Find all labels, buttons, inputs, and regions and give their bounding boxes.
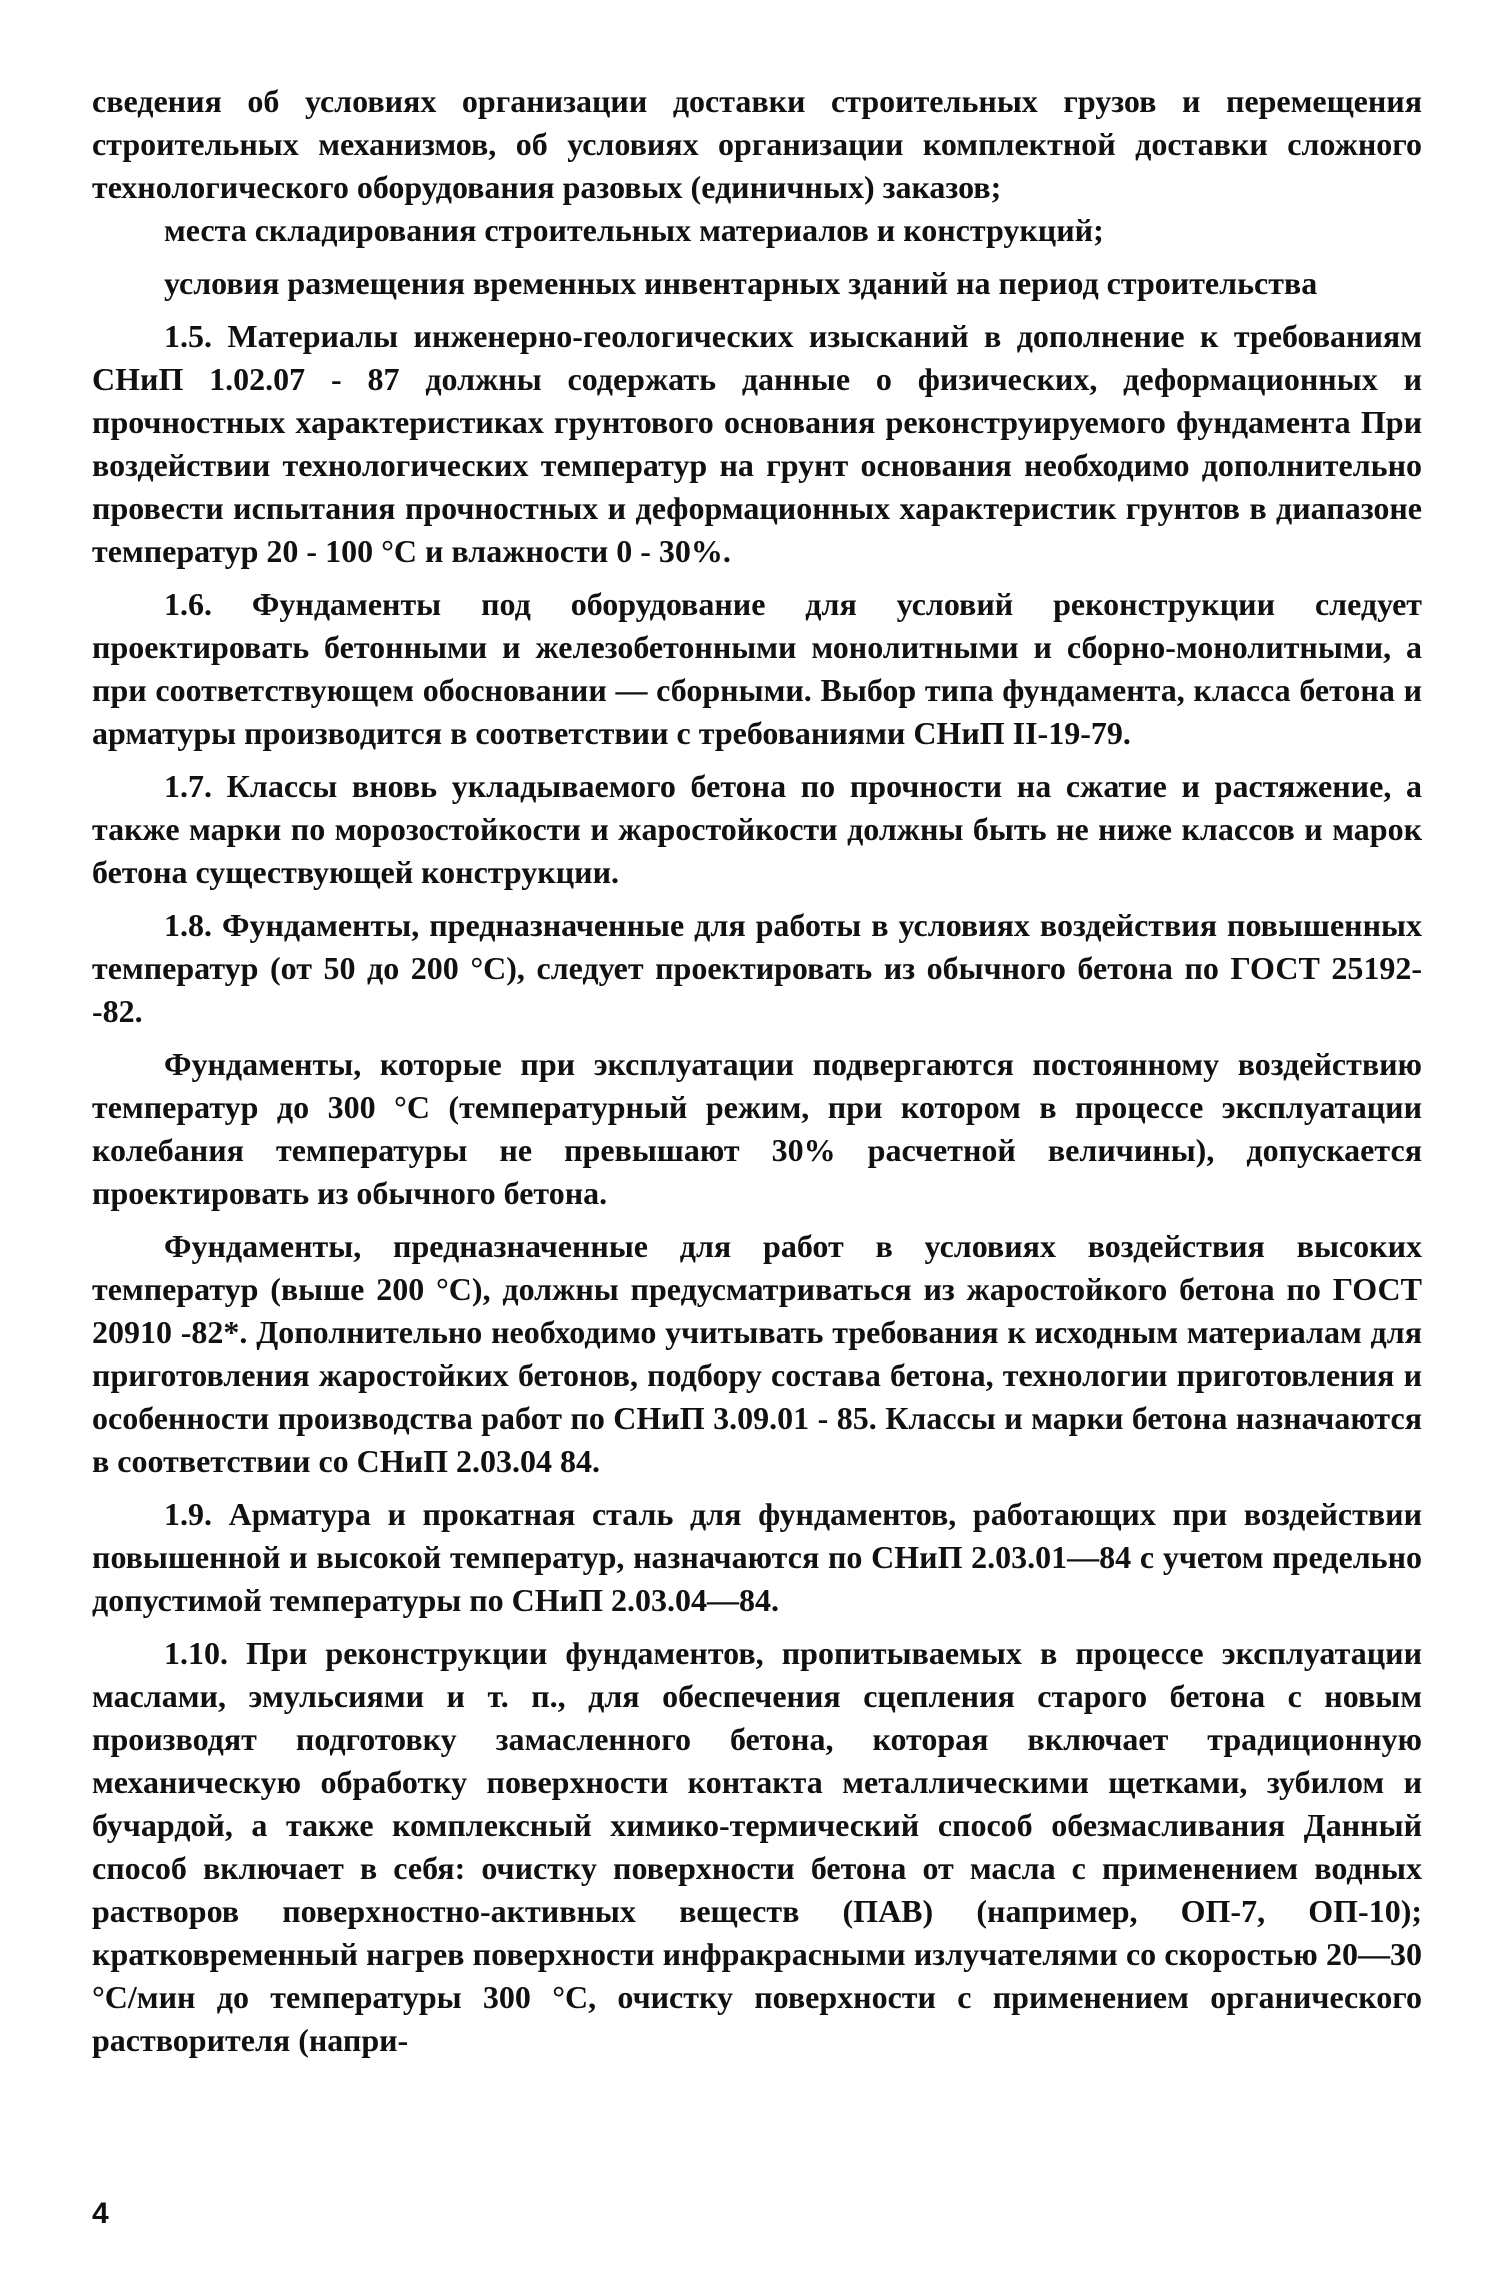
paragraph-section-1-8: 1.8. Фундаменты, предназначенные для работы в условиях воздействия повышенных температур (от 50 до 200 °С), следует проектировать из обычного бетона по ГОСТ 25192--82.: [92, 907, 1422, 1029]
paragraph-section-1-9: 1.9. Арматура и прокатная сталь для фундаментов, работающих при воздействии повышенной и высокой температур, назначаются по СНиП 2.03.01—84 с учетом предельно допустимой температуры по СНиП 2.03.04—84.: [92, 1496, 1422, 1618]
paragraph-temporary-buildings: условия размещения временных инвентарных зданий на период строительства: [164, 265, 1318, 301]
paragraph-section-1-5: 1.5. Материалы инженерно-геологических изысканий в дополнение к требованиям СНиП 1.02.07 - 87 должны содержать данные о физических, деформационных и прочностных характеристиках грунтового основания реконструируемого фундамента При воздействии технологических температур на грунт основания необходимо дополнительно провести испытания прочностных и деформационных характеристик грунтов в диапазоне температур 20 - 100 °С и влажности 0 - 30%.: [92, 318, 1422, 569]
document-body: [92, 80, 1422, 2062]
paragraph-delivery-info: сведения об условиях организации доставки строительных грузов и перемещения строительных механизмов, об условиях организации комплектной доставки сложного технологического оборудования разовых (единичных) заказов;: [92, 83, 1422, 205]
paragraph-storage-places: места складирования строительных материалов и конструкций;: [164, 212, 1104, 248]
paragraph-section-1-6: 1.6. Фундаменты под оборудование для условий реконструкции следует проектировать бетонными и железобетонными монолитными и сборно-монолитными, а при соответствующем обосновании — сборными. Выбор типа фундамента, класса бетона и арматуры производится в соответствии с требованиями СНиП II-19-79.: [92, 586, 1422, 751]
paragraph-section-1-8-constant-temp: Фундаменты, которые при эксплуатации подвергаются постоянному воздействию температур до 300 °С (температурный режим, при котором в процессе эксплуатации колебания температуры не превышают 30% расчетной величины), допускается проектировать из обычного бетона.: [92, 1046, 1422, 1211]
page-number: 4: [92, 2197, 109, 2230]
paragraph-section-1-8-high-temp: Фундаменты, предназначенные для работ в условиях воздействия высоких температур (выше 200 °С), должны предусматриваться из жаростойкого бетона по ГОСТ 20910 -82*. Дополнительно необходимо учитывать требования к исходным материалам для приготовления жаростойких бетонов, подбору состава бетона, технологии приготовления и особенности производства работ по СНиП 3.09.01 - 85. Классы и марки бетона назначаются в соответствии со СНиП 2.03.04 84.: [92, 1228, 1422, 1479]
paragraph-section-1-10: 1.10. При реконструкции фундаментов, пропитываемых в процессе эксплуатации маслами, эмульсиями и т. п., для обеспечения сцепления старого бетона с новым производят подготовку замасленного бетона, которая включает традиционную механическую обработку поверхности контакта металлическими щетками, зубилом и бучардой, а также комплексный химико-термический способ обезмасливания Данный способ включает в себя: очистку поверхности бетона от масла с применением водных растворов поверхностно-активных веществ (ПАВ) (например, ОП-7, ОП-10); кратковременный нагрев поверхности инфракрасными излучателями со скоростью 20—30 °С/мин до температуры 300 °С, очистку поверхности с применением органического растворителя (напри-: [92, 1635, 1422, 2058]
paragraph-section-1-7: 1.7. Классы вновь укладываемого бетона по прочности на сжатие и растяжение, а также марки по морозостойкости и жаростойкости должны быть не ниже классов и марок бетона существующей конструкции.: [92, 768, 1422, 890]
